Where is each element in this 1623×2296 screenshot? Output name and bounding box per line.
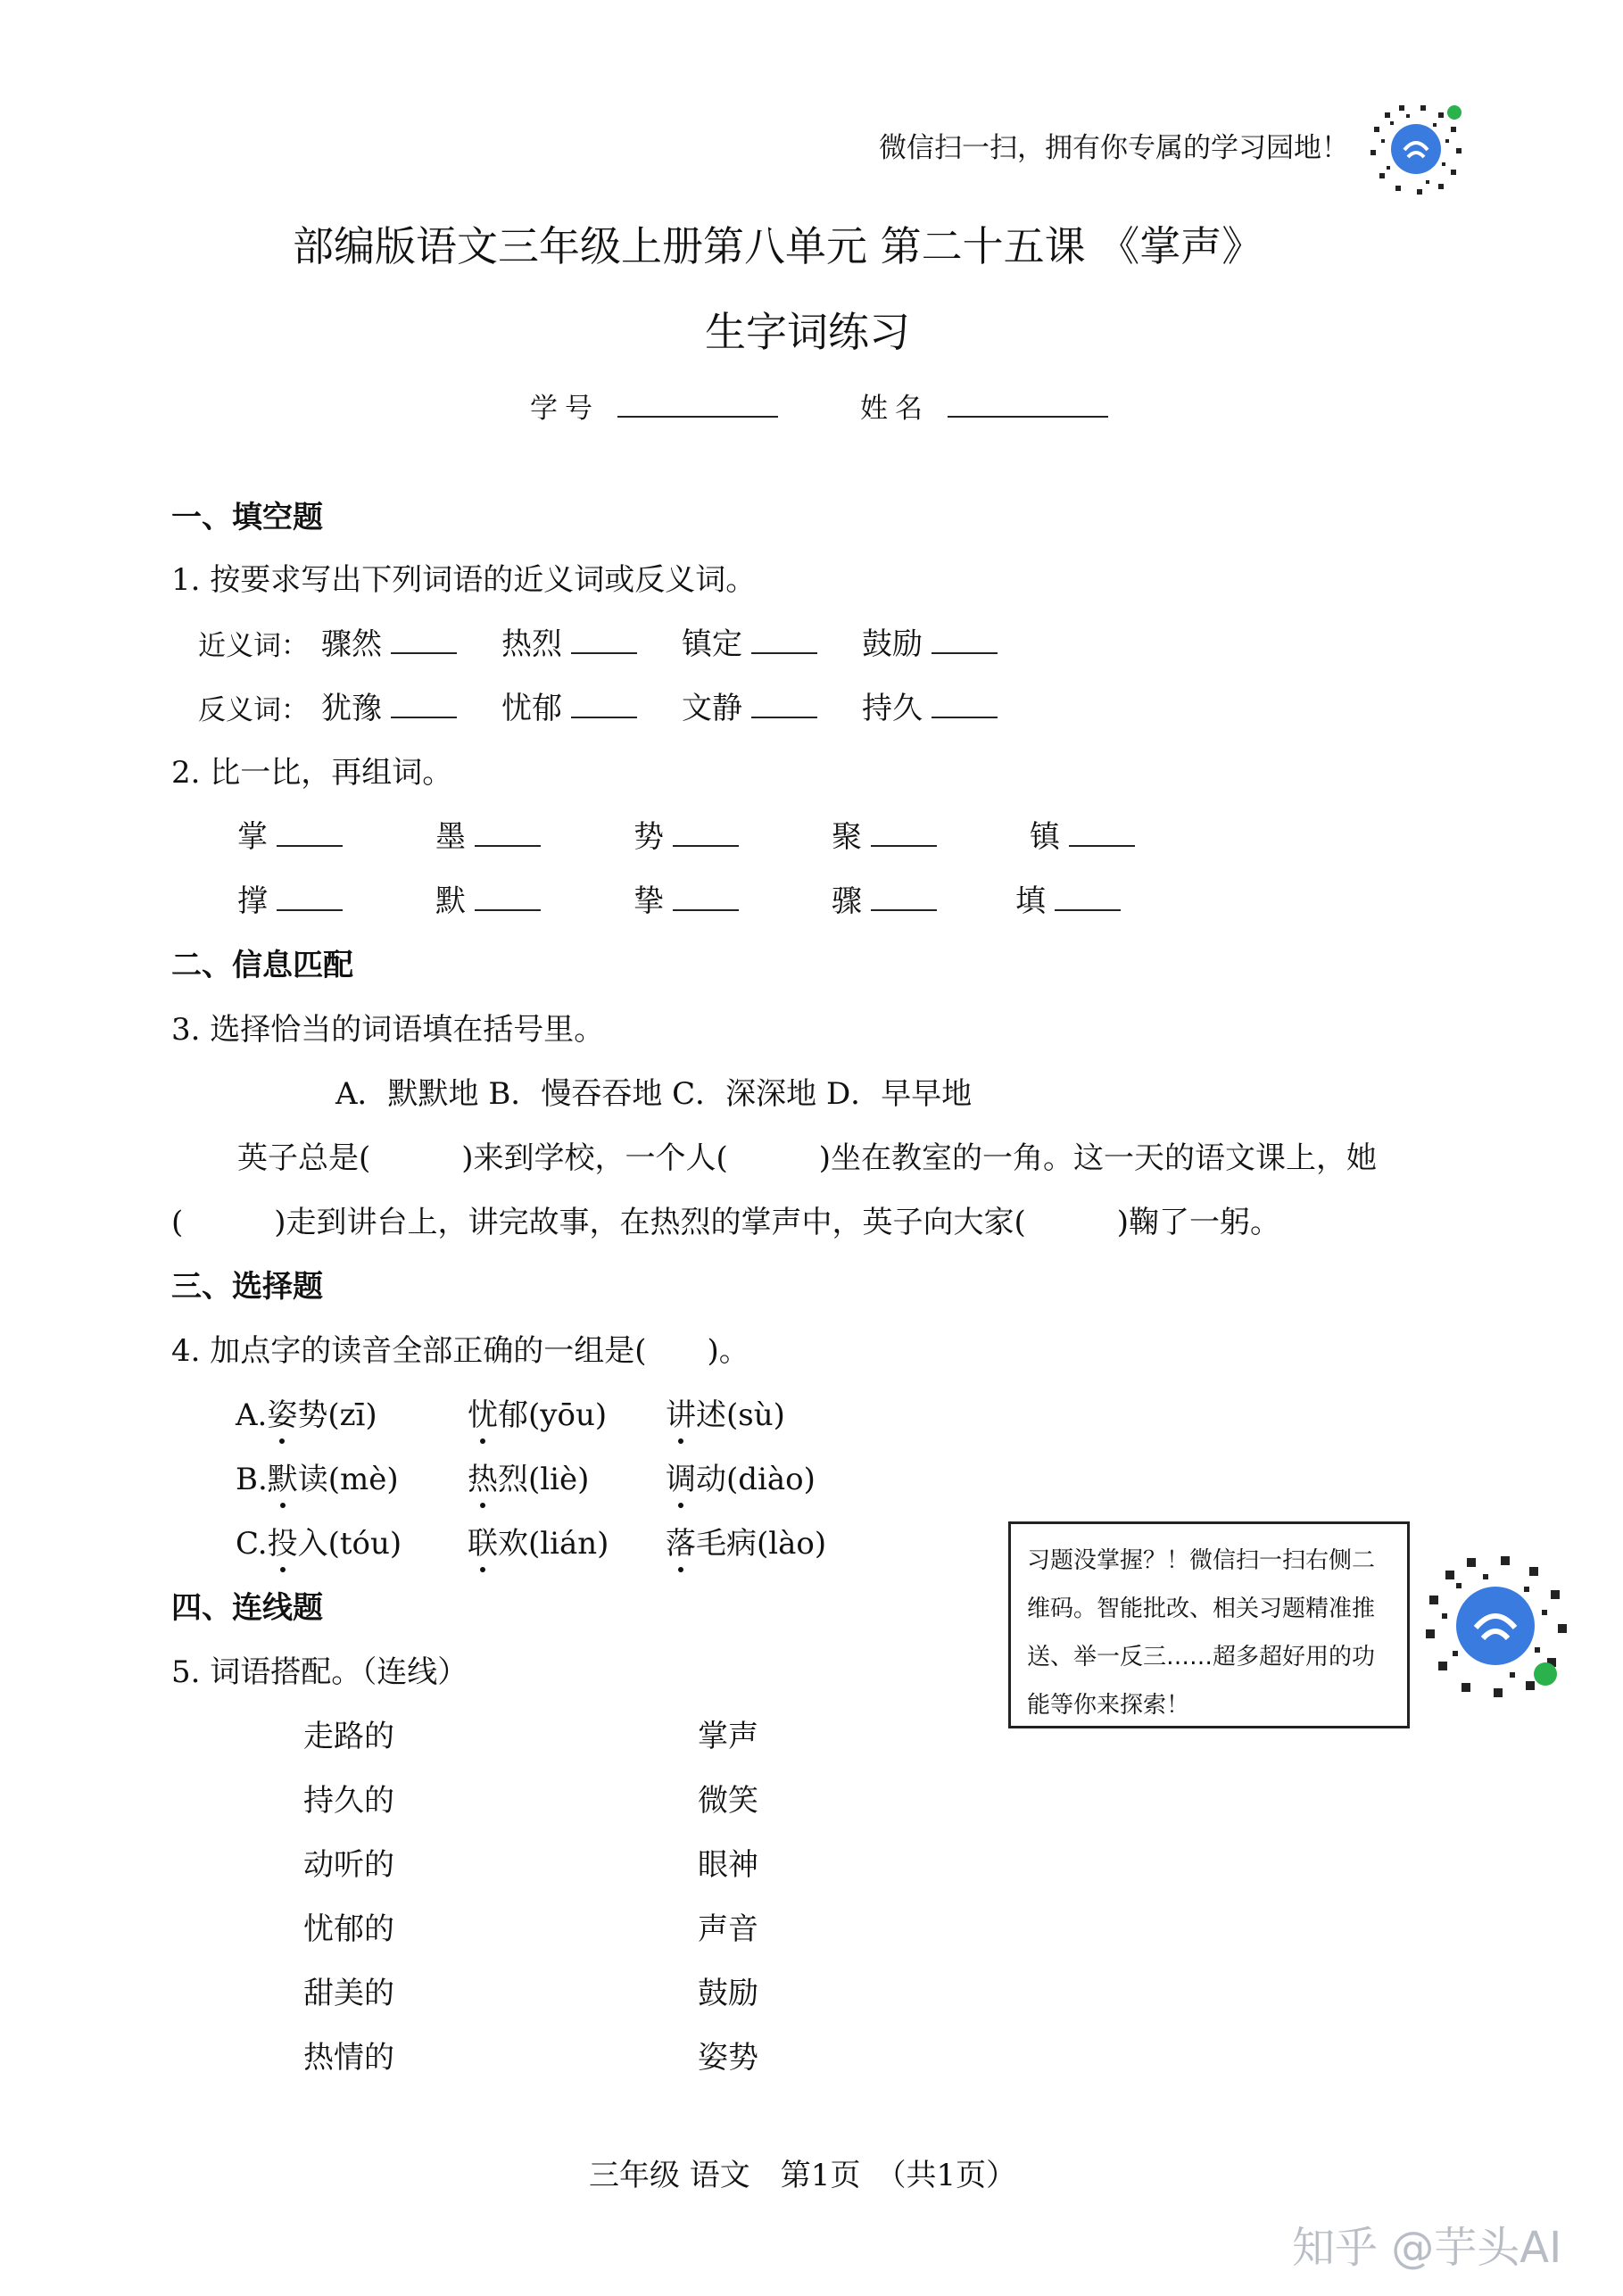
answer-blank[interactable]: [1069, 815, 1135, 847]
match-right-item[interactable]: 鼓励: [698, 1976, 758, 2011]
antonym-item: 犹豫: [321, 684, 457, 727]
answer-blank[interactable]: [391, 622, 457, 654]
q4-option-a-word: 忧郁(yōu): [468, 1397, 608, 1433]
answer-blank[interactable]: [277, 815, 343, 847]
q3-prompt: 3. 选择恰当的词语填在括号里。: [171, 1012, 605, 1048]
antonym-item: 文静: [682, 684, 817, 727]
answer-blank[interactable]: [932, 622, 998, 654]
compare-item: 镇: [1030, 812, 1135, 856]
name-blank[interactable]: [948, 388, 1108, 418]
synonym-item: 骤然: [321, 619, 457, 663]
page-title: 部编版语文三年级上册第八单元 第二十五课 《掌声》: [293, 222, 1263, 270]
promo-box: [1008, 1521, 1410, 1728]
q4-option-c-word: 联欢(lián): [468, 1526, 609, 1562]
page-footer: 三年级 语文 第1页 （共1页）: [589, 2158, 1017, 2193]
answer-blank[interactable]: [571, 686, 637, 718]
section-heading-fill: 一、填空题: [171, 500, 323, 535]
synonym-label: 近义词：: [198, 630, 309, 662]
q3-passage-line1: 英子总是( )来到学校，一个人( )坐在教室的一角。这一天的语文课上，她: [237, 1140, 1378, 1176]
side-qr-icon[interactable]: [1420, 1551, 1570, 1701]
zhihu-watermark: 知乎 @芋头AI: [1292, 2223, 1562, 2273]
page-subtitle: 生字词练习: [705, 308, 910, 356]
q2-prompt: 2. 比一比，再组词。: [171, 755, 453, 791]
compare-item: 填: [1015, 876, 1121, 920]
q4-option-a[interactable]: A.姿势(zī): [236, 1397, 377, 1433]
answer-blank[interactable]: [932, 686, 998, 718]
match-right-item[interactable]: 微笑: [698, 1783, 758, 1819]
compare-item: 骤: [832, 876, 937, 920]
match-right-item[interactable]: 眼神: [698, 1847, 758, 1883]
synonym-item: 热烈: [501, 619, 637, 663]
answer-blank[interactable]: [475, 815, 541, 847]
q5-prompt: 5. 词语搭配。（连线）: [171, 1654, 468, 1690]
match-left-item[interactable]: 忧郁的: [303, 1911, 394, 1947]
compare-item: 势: [633, 812, 739, 856]
match-right-item[interactable]: 掌声: [698, 1719, 758, 1754]
match-left-item[interactable]: 持久的: [303, 1783, 394, 1819]
q1-prompt: 1. 按要求写出下列词语的近义词或反义词。: [171, 562, 757, 598]
top-qr-icon[interactable]: [1367, 100, 1465, 198]
answer-blank[interactable]: [673, 879, 739, 911]
answer-blank[interactable]: [871, 879, 937, 911]
answer-blank[interactable]: [871, 815, 937, 847]
q4-option-c[interactable]: C.投入(tóu): [236, 1526, 402, 1562]
match-left-item[interactable]: 走路的: [303, 1719, 394, 1754]
synonym-item: 鼓励: [862, 619, 998, 663]
antonym-item: 忧郁: [501, 684, 637, 727]
q4-option-b-word: 调动(diào): [666, 1462, 816, 1497]
scan-hint-text: 微信扫一扫，拥有你专属的学习园地！: [879, 132, 1349, 164]
compare-item: 墨: [435, 812, 541, 856]
answer-blank[interactable]: [571, 622, 637, 654]
name-label: 姓名: [860, 393, 930, 425]
q3-options: A．默默地 B．慢吞吞地 C．深深地 D．早早地: [335, 1076, 973, 1112]
promo-text: 习题没掌握？！微信扫一扫右侧二维码。智能批改、相关习题精准推送、举一反三……超多超好用的功能等你来探索！: [1027, 1547, 1376, 1719]
q4-option-a-word: 讲述(sù): [666, 1397, 785, 1433]
q4-option-c-word: 落毛病(lào): [666, 1526, 827, 1562]
match-left-item[interactable]: 甜美的: [303, 1976, 394, 2011]
match-right-item[interactable]: 声音: [698, 1911, 758, 1947]
answer-blank[interactable]: [391, 686, 457, 718]
answer-blank[interactable]: [751, 622, 817, 654]
q3-passage-line2: ( )走到讲台上，讲完故事，在热烈的掌声中，英子向大家( )鞠了一躬。: [171, 1205, 1281, 1240]
answer-blank[interactable]: [1055, 879, 1121, 911]
compare-item: 聚: [832, 812, 937, 856]
answer-blank[interactable]: [751, 686, 817, 718]
student-number-label: 学号: [530, 393, 600, 425]
name-field[interactable]: [860, 385, 1108, 426]
student-number-blank[interactable]: [617, 388, 778, 418]
answer-blank[interactable]: [277, 879, 343, 911]
q4-option-b-word: 热烈(liè): [468, 1462, 590, 1497]
student-number-field[interactable]: [530, 385, 778, 426]
compare-item: 掌: [237, 812, 343, 856]
answer-blank[interactable]: [475, 879, 541, 911]
antonym-item: 持久: [862, 684, 998, 727]
match-right-item[interactable]: 姿势: [698, 2040, 758, 2076]
section-heading-connect: 四、连线题: [171, 1590, 323, 1626]
antonym-label: 反义词：: [198, 694, 309, 726]
q4-option-b[interactable]: B.默读(mè): [236, 1462, 399, 1497]
compare-item: 默: [435, 876, 541, 920]
section-heading-match: 二、信息匹配: [171, 948, 353, 983]
synonym-item: 镇定: [682, 619, 817, 663]
match-left-item[interactable]: 动听的: [303, 1847, 394, 1883]
compare-item: 撑: [237, 876, 343, 920]
answer-blank[interactable]: [673, 815, 739, 847]
match-left-item[interactable]: 热情的: [303, 2040, 394, 2076]
compare-item: 挚: [633, 876, 739, 920]
q4-prompt: 4. 加点字的读音全部正确的一组是( )。: [171, 1333, 749, 1369]
section-heading-choice: 三、选择题: [171, 1269, 323, 1305]
